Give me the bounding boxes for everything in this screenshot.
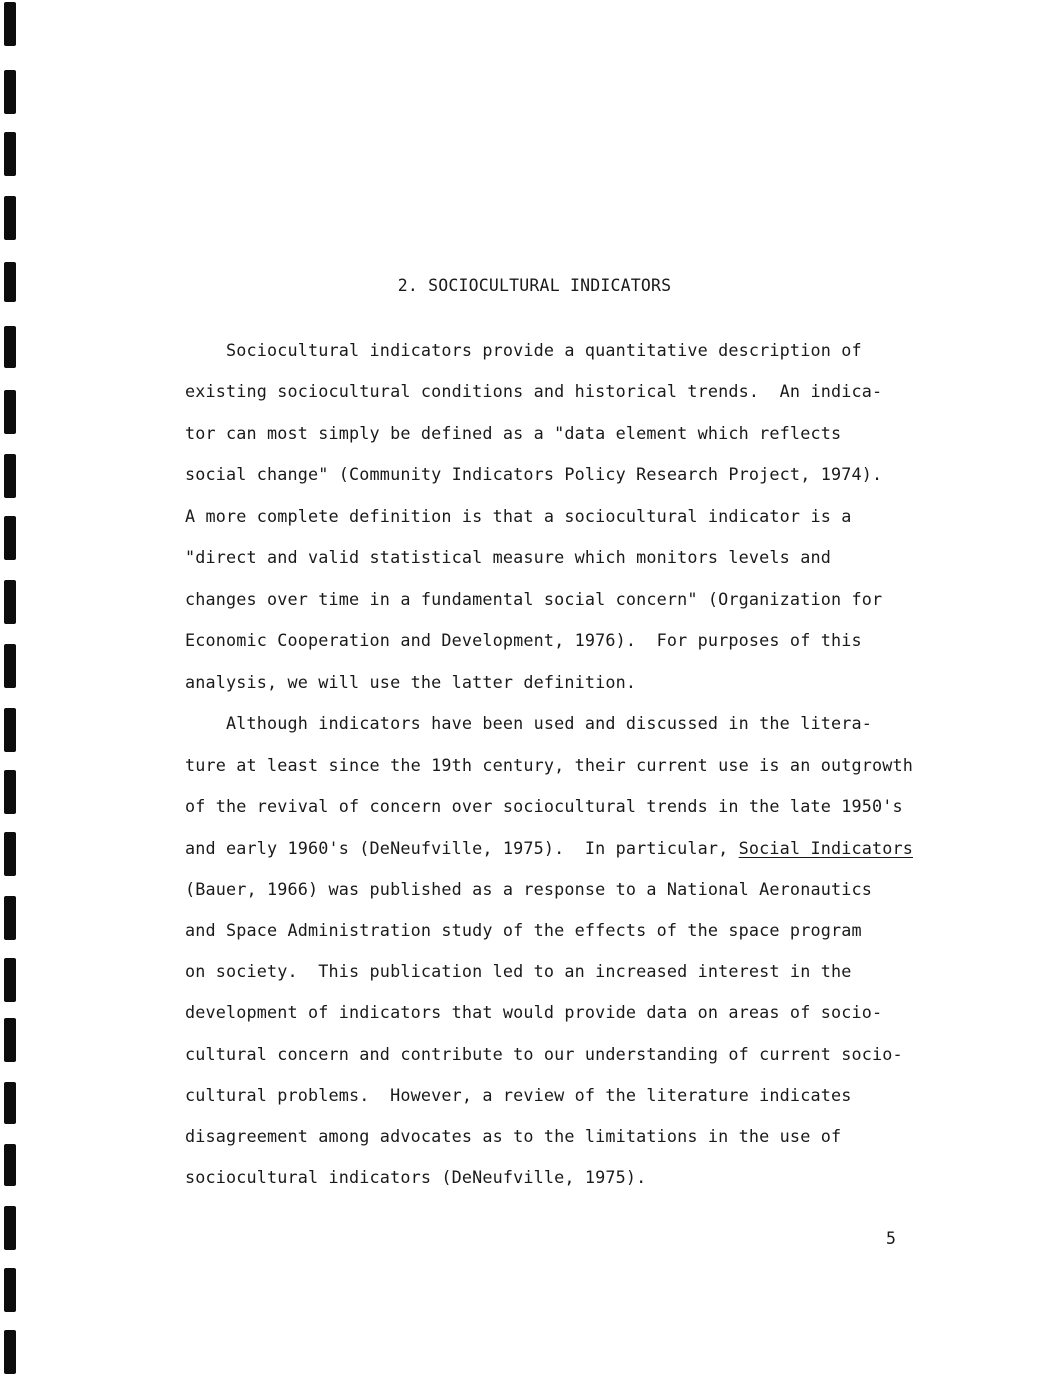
binding-mark (4, 516, 16, 560)
binding-mark (4, 1206, 16, 1250)
paragraph-2-line: sociocultural indicators (DeNeufville, 1975). (185, 1167, 647, 1187)
paragraph-1-line: Sociocultural indicators provide a quantitative description of (185, 340, 862, 360)
page-number: 5 (886, 1229, 896, 1248)
paragraph-1-line: analysis, we will use the latter definition. (185, 672, 637, 692)
paragraph-2-line: disagreement among advocates as to the limitations in the use of (185, 1126, 842, 1146)
binding-mark (4, 1018, 16, 1062)
binding-mark (4, 2, 16, 46)
paragraph-2-line: cultural concern and contribute to our understanding of current socio- (185, 1044, 903, 1064)
paragraph-1-line: existing sociocultural conditions and historical trends. An indica- (185, 381, 883, 401)
underlined-book-title: Social Indicators (738, 838, 913, 858)
binding-mark (4, 70, 16, 114)
binding-mark (4, 132, 16, 176)
paragraph-2-line: development of indicators that would provide data on areas of socio- (185, 1002, 883, 1022)
binding-mark (4, 708, 16, 752)
binding-mark (4, 644, 16, 688)
binding-mark (4, 896, 16, 940)
paragraph-2-line: and Space Administration study of the effects of the space program (185, 920, 862, 940)
binding-mark (4, 1144, 16, 1186)
paragraph-2-line (185, 838, 913, 858)
paragraph-2-line: (Bauer, 1966) was published as a response to a National Aeronautics (185, 879, 872, 899)
paragraph-1-line: tor can most simply be defined as a "data element which reflects (185, 423, 842, 443)
paragraph-2-line: cultural problems. However, a review of the literature indicates (185, 1085, 852, 1105)
paragraph-2-line: ture at least since the 19th century, their current use is an outgrowth (185, 755, 913, 775)
paragraph-1-line: social change" (Community Indicators Policy Research Project, 1974). (185, 464, 883, 484)
binding-mark (4, 580, 16, 624)
paragraph-2-line: on society. This publication led to an increased interest in the (185, 961, 852, 981)
binding-mark (4, 1082, 16, 1124)
binding-mark (4, 1330, 16, 1374)
paragraph-1-line: A more complete definition is that a sociocultural indicator is a (185, 506, 852, 526)
binding-mark (4, 454, 16, 498)
binding-mark (4, 1268, 16, 1312)
section-heading: 2. SOCIOCULTURAL INDICATORS (397, 276, 672, 295)
paragraph-1-line: "direct and valid statistical measure which monitors levels and (185, 547, 831, 567)
binding-mark (4, 326, 16, 368)
paragraph-2-line: of the revival of concern over sociocultural trends in the late 1950's (185, 796, 903, 816)
binding-mark (4, 958, 16, 1002)
paragraph-2-line-text: and early 1960's (DeNeufville, 1975). In particular, (185, 838, 739, 858)
binding-mark (4, 832, 16, 876)
paragraph-1-line: changes over time in a fundamental social concern" (Organization for (185, 589, 883, 609)
binding-mark (4, 770, 16, 814)
binding-mark (4, 390, 16, 434)
paragraph-2-line: Although indicators have been used and discussed in the litera- (185, 713, 872, 733)
binding-mark (4, 196, 16, 240)
binding-hole-strip (0, 0, 26, 1380)
paragraph-1-line: Economic Cooperation and Development, 1976). For purposes of this (185, 630, 862, 650)
